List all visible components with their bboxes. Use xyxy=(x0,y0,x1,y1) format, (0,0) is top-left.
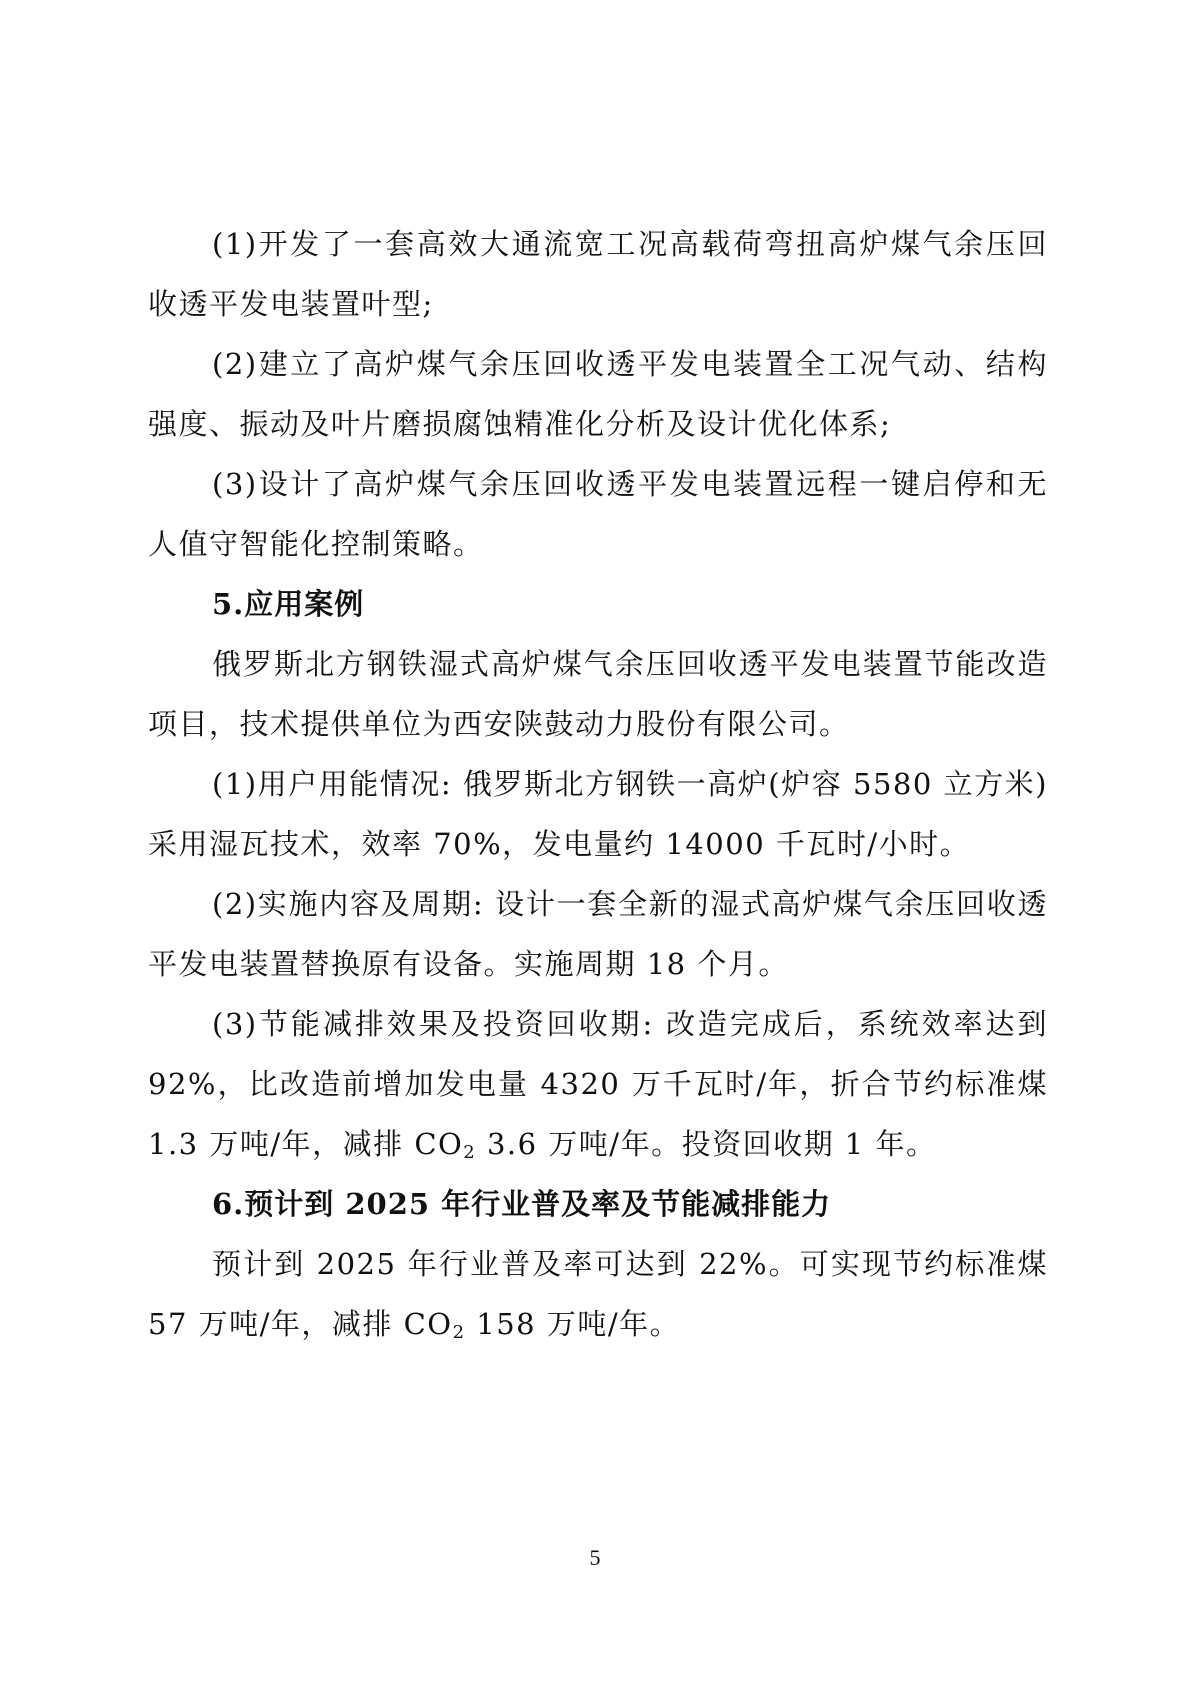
innovation-item-3: (3)设计了高炉煤气余压回收透平发电装置远程一键启停和无人值守智能化控制策略。 xyxy=(148,467,1048,561)
innovation-item-1: (1)开发了一套高效大通流宽工况高载荷弯扭高炉煤气余压回收透平发电装置叶型; xyxy=(148,227,1048,321)
co2-subscript: 2 xyxy=(452,1322,466,1343)
forecast-text: 预计到 2025 年行业普及率可达到 22%。可实现节约标准煤 57 万吨/年，减排 CO xyxy=(148,1247,1048,1341)
section-6-heading: 6.预计到 2025 年行业普及率及节能减排能力 xyxy=(212,1187,832,1221)
forecast-text-end: 158 万吨/年。 xyxy=(465,1307,681,1341)
document-body xyxy=(148,214,1048,1354)
forecast-paragraph xyxy=(148,1234,1048,1354)
innovation-item-2: (2)建立了高炉煤气余压回收透平发电装置全工况气动、结构强度、振动及叶片磨损腐蚀精准化分析及设计优化体系; xyxy=(148,347,1048,441)
section-5-heading: 5.应用案例 xyxy=(212,587,365,621)
case-item-1: (1)用户用能情况: 俄罗斯北方钢铁一高炉(炉容 5580 立方米)采用湿瓦技术，效率 70%，发电量约 14000 千瓦时/小时。 xyxy=(148,767,1048,861)
case-intro: 俄罗斯北方钢铁湿式高炉煤气余压回收透平发电装置节能改造项目，技术提供单位为西安陕鼓动力股份有限公司。 xyxy=(148,647,1048,741)
co2-subscript: 2 xyxy=(463,1142,477,1163)
case-item-3-text: (3)节能减排效果及投资回收期: 改造完成后，系统效率达到 92%，比改造前增加发电量 4320 万千瓦时/年，折合节约标准煤 1.3 万吨/年，减排 CO xyxy=(148,1007,1048,1161)
case-item-3 xyxy=(148,994,1048,1174)
case-item-3-text-end: 3.6 万吨/年。投资回收期 1 年。 xyxy=(476,1127,937,1161)
case-item-2: (2)实施内容及周期: 设计一套全新的湿式高炉煤气余压回收透平发电装置替换原有设备。实施周期 18 个月。 xyxy=(148,887,1048,981)
page-number: 5 xyxy=(589,1545,601,1570)
